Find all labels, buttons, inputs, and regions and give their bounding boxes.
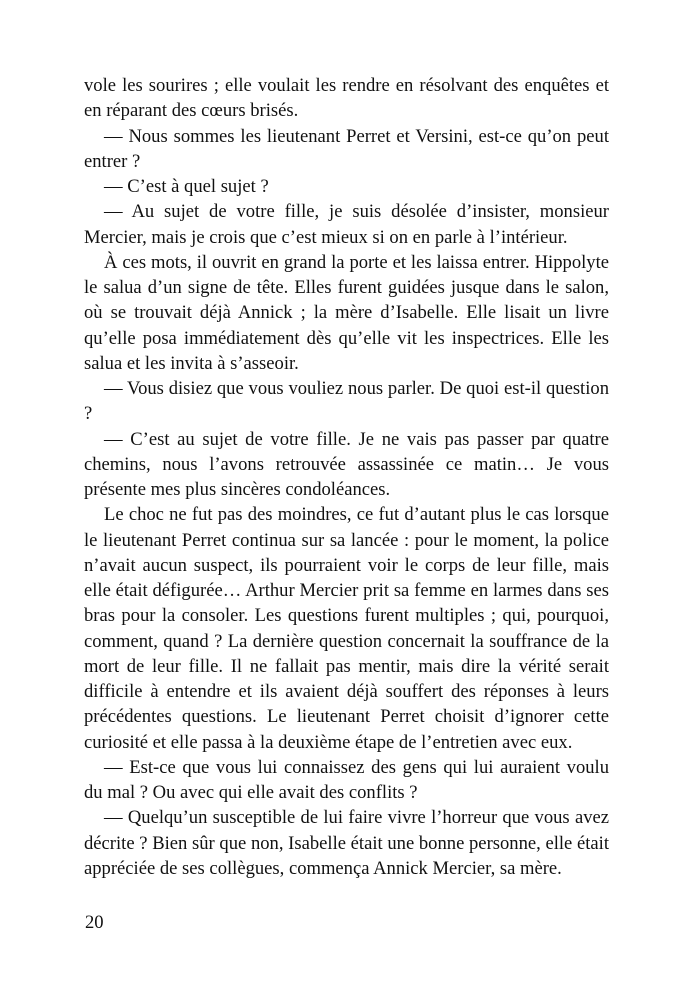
paragraph-continuation: vole les sourires ; elle voulait les rendre en résolvant des enquêtes et en réparant des cœurs brisés. [84, 75, 609, 122]
page-number: 20 [85, 912, 104, 933]
dialogue-line: — Au sujet de votre fille, je suis désolée d’insister, monsieur Mercier, mais je crois que c’est mieux si on en parle à l’intérieur. [84, 201, 609, 248]
narrative-paragraph: À ces mots, il ouvrit en grand la porte et les laissa entrer. Hippolyte le salua d’un signe de tête. Elles furent guidées jusque dans le salon, où se trouvait déjà Annick ; la mère d’Isabelle. Elle lisait un livre qu’elle posa immédiatement dès qu’elle vit les inspectrices. Elle les salua et les invita à s’asseoir. [84, 251, 609, 374]
dialogue-line: — Quelqu’un susceptible de lui faire vivre l’horreur que vous avez décrite ? Bien sûr que non, Isabelle était une bonne personne, elle était appréciée de ses collègues, commença Annick Mercier, sa mère. [84, 807, 609, 879]
narrative-paragraph: Le choc ne fut pas des moindres, ce fut d’autant plus le cas lorsque le lieutenant Perret continua sur sa lancée : pour le moment, la police n’avait aucun suspect, ils pourraient voir le corps de leur fille, mais elle était défigurée… Arthur Mercier prit sa femme en larmes dans ses bras pour la consoler. Les questions furent multiples ; qui, pourquoi, comment, quand ? La dernière question concernait la souffrance de la mort de leur fille. Il ne fallait pas mentir, mais dire la vérité serait difficile à entendre et ils avaient déjà souffert des réponses à leurs précédentes questions. Le lieutenant Perret choisit d’ignorer cette curiosité et elle passa à la deuxième étape de l’entretien avec eux. [84, 504, 609, 753]
dialogue-line: — C’est à quel sujet ? [104, 176, 269, 197]
dialogue-line: — Est-ce que vous lui connaissez des gens qui lui auraient voulu du mal ? Ou avec qui elle avait des conflits ? [84, 756, 609, 803]
dialogue-line: — Vous disiez que vous vouliez nous parler. De quoi est-il question ? [84, 378, 609, 425]
dialogue-line: — Nous sommes les lieutenant Perret et Versini, est-ce qu’on peut entrer ? [84, 125, 609, 172]
dialogue-line: — C’est au sujet de votre fille. Je ne vais pas passer par quatre chemins, nous l’avons retrouvée assassinée ce matin… Je vous présente mes plus sincères condoléances. [84, 428, 609, 500]
page-body [84, 73, 609, 881]
